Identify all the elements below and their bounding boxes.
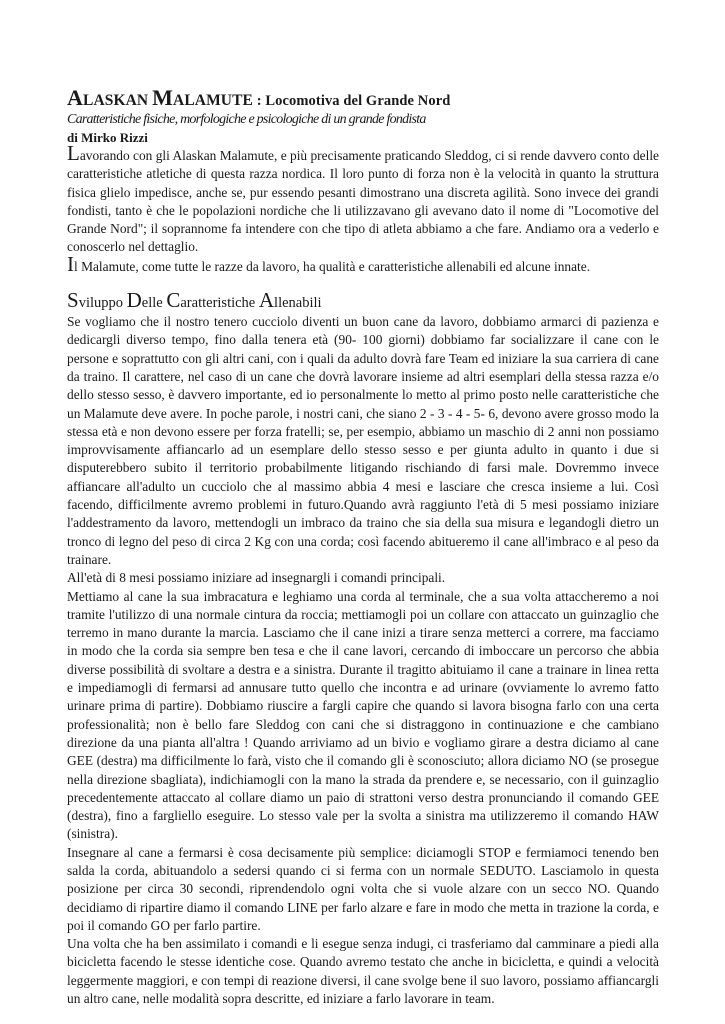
drop-cap: I bbox=[67, 251, 74, 276]
heading-initial: S bbox=[67, 288, 79, 313]
section-heading bbox=[67, 290, 659, 313]
paragraph-text: avorando con gli Alaskan Malamute, e più precisamente praticando Sleddog, ci si rende davvero conto delle caratteristiche atletiche di questa razza nordica. Il loro punto di forza non è la velocità in quanto la struttura fisica glielo impedisce, anche se, pur essendo pesanti dimostrano una discreta agilità. Sono invece dei grandi fondisti, tanto è che le popolazioni nordiche che li utilizzavano gli avevano dato il nome di "Locomotive del Grande Nord"; il soprannome fa intendere con che tipo di atleta abbiamo a che fare. Andiamo ora a vederlo e conoscerlo nel dettaglio. bbox=[67, 148, 659, 255]
article-subtitle: Caratteristiche fisiche, morfologiche e psicologiche di un grande fondista bbox=[67, 112, 426, 127]
intro-paragraph-1 bbox=[67, 141, 659, 257]
section-spacer bbox=[67, 276, 659, 290]
title-word-alamute: ALAMUTE bbox=[173, 92, 253, 109]
title-initial-m: M bbox=[152, 85, 174, 110]
body-paragraph-4: Insegnare al cane a fermarsi è cosa decisamente più semplice: diciamogli STOP e fermiamoci tenendo ben salda la corda, abituandolo a sedersi quando ci si ferma con un normale SEDUTO. Lasciamolo in questa posizione per circa 30 secondi, riprendendolo ogni volta che si vuole alzare con un secco NO. Quando decidiamo di ripartire diamo il comando LINE per farlo alzare e fare in modo che metta in trazione la corda, e poi il comando GO per farlo partire. bbox=[67, 844, 659, 933]
heading-initial: D bbox=[126, 288, 142, 313]
body-paragraph-1: Se vogliamo che il nostro tenero cucciolo diventi un buon cane da lavoro, dobbiamo armarci di pazienza e dedicargli diverso tempo, fino dalla tenera età (90- 100 giorni) dobbiamo far socializzare il cane con le persone e soprattutto con gli altri cani, con i quali da adulto dovrà fare Team ed iniziare la sua carriera di cane da traino. Il carattere, nel caso di un cane che dovrà lavorare insieme ad altri esemplari della stessa razza e/o dello stesso sesso, è davvero importante, ed io personalmente lo metto al primo posto nelle caratteristiche che un Malamute deve avere. In poche parole, i nostri cani, che siano 2 - 3 - 4 - 5- 6, devono avere grosso modo la stessa età e non devono essere per forza fratelli; se, per esempio, abbiamo un maschio di 2 anni non possiamo improvvisamente affiancarlo ad un esemplare dello stesso sesso e per giunta adulto in quanto i due si disputerebbero subito il territorio probabilmente litigando rischiando di farsi male. Dovremmo invece affiancare all'adulto un cucciolo che al massimo abbia 4 mesi e lasciare che cresca insieme a lui. Così facendo, difficilmente avremo problemi in futuro.Quando avrà raggiunto l'età di 5 mesi possiamo iniziare l'addestramento da lavoro, mettendogli un imbraco da traino che sia della sua misura e legandogli dietro un tronco di legno del peso di circa 2 Kg con una corda; così facendo abitueremo il cane all'imbraco e al peso da trainare. bbox=[67, 314, 659, 567]
body-paragraph-2: All'età di 8 mesi possiamo iniziare ad insegnargli i comandi principali. bbox=[67, 570, 446, 586]
heading-word: aratteristiche bbox=[180, 295, 259, 312]
intro-paragraph-2 bbox=[67, 251, 659, 276]
article-author: di Mirko Rizzi bbox=[67, 130, 148, 145]
title-word-laskan: LASKAN bbox=[83, 92, 153, 109]
body-paragraph-3: Mettiamo al cane la sua imbracatura e leghiamo una corda al terminale, che a sua volta attaccheremo a noi tramite l'utilizzo di una normale cintura da roccia; mettiamogli poi un collare con attaccato un guinzaglio che terremo in mano durante la marcia. Lasciamo che il cane inizi a tirare senza metterci a correre, ma facciamo in modo che la corda sia sempre ben tesa e che il cane lavori, cercando di imboccare un percorso che abbia diverse possibilità di svoltare a destra e a sinistra. Durante il tragitto abituiamo il cane a trainare in linea retta e impediamogli di fermarsi ad annusare tutto quello che incontra e ad urinare (ovviamente lo avremo fatto urinare prima di partire). Dobbiamo riuscire a fargli capire che quando si lavora bisogna farlo con una certa professionalità; non è bello fare Sleddog con cani che si distraggono in continuazione e che cambiano direzione da una pianta all'altra ! Quando arriviamo ad un bivio e vogliamo girare a destra diciamo al cane GEE (destra) ma difficilmente lo farà, visto che il comando gli è sconosciuto; allora diciamo NO (se prosegue nella direzione sbagliata), indichiamogli con la mano la strada da prendere e, se necessario, con il guinzaglio precedentemente attaccato al collare diamo un paio di strattoni verso destra pronunciando il comando GEE (destra), fino a fargliello eseguire. Lo stesso vale per la svolta a sinistra ma utilizzeremo il comando HAW (sinistra). bbox=[67, 588, 659, 842]
heading-word: llenabili bbox=[274, 295, 322, 312]
paragraph-text: l Malamute, come tutte le razze da lavoro, ha qualità e caratteristiche allenabili ed alcune innate. bbox=[74, 258, 591, 274]
body-paragraph-5: Una volta che ha ben assimilato i comandi e li esegue senza indugi, ci trasferiamo dal camminare a piedi alla bicicletta facendo le stesse identiche cose. Quando avremo testato che anche in bicicletta, e quindi a velocità leggermente maggiori, e con tempi di reazione diversi, il cane svolge bene il suo lavoro, possiamo affiancargli un altro cane, nelle modalità sopra descritte, ed iniziare a farlo lavorare in team. bbox=[67, 936, 659, 1007]
heading-word: viluppo bbox=[78, 295, 127, 312]
title-initial-a: A bbox=[67, 85, 83, 110]
title-subtitle-part: : Locomotiva del Grande Nord bbox=[252, 93, 451, 109]
heading-initial: C bbox=[166, 288, 181, 313]
article-title bbox=[67, 85, 659, 111]
heading-word: elle bbox=[141, 295, 167, 312]
drop-cap: L bbox=[67, 141, 80, 165]
document-page bbox=[67, 85, 659, 1008]
heading-initial: A bbox=[258, 288, 275, 313]
